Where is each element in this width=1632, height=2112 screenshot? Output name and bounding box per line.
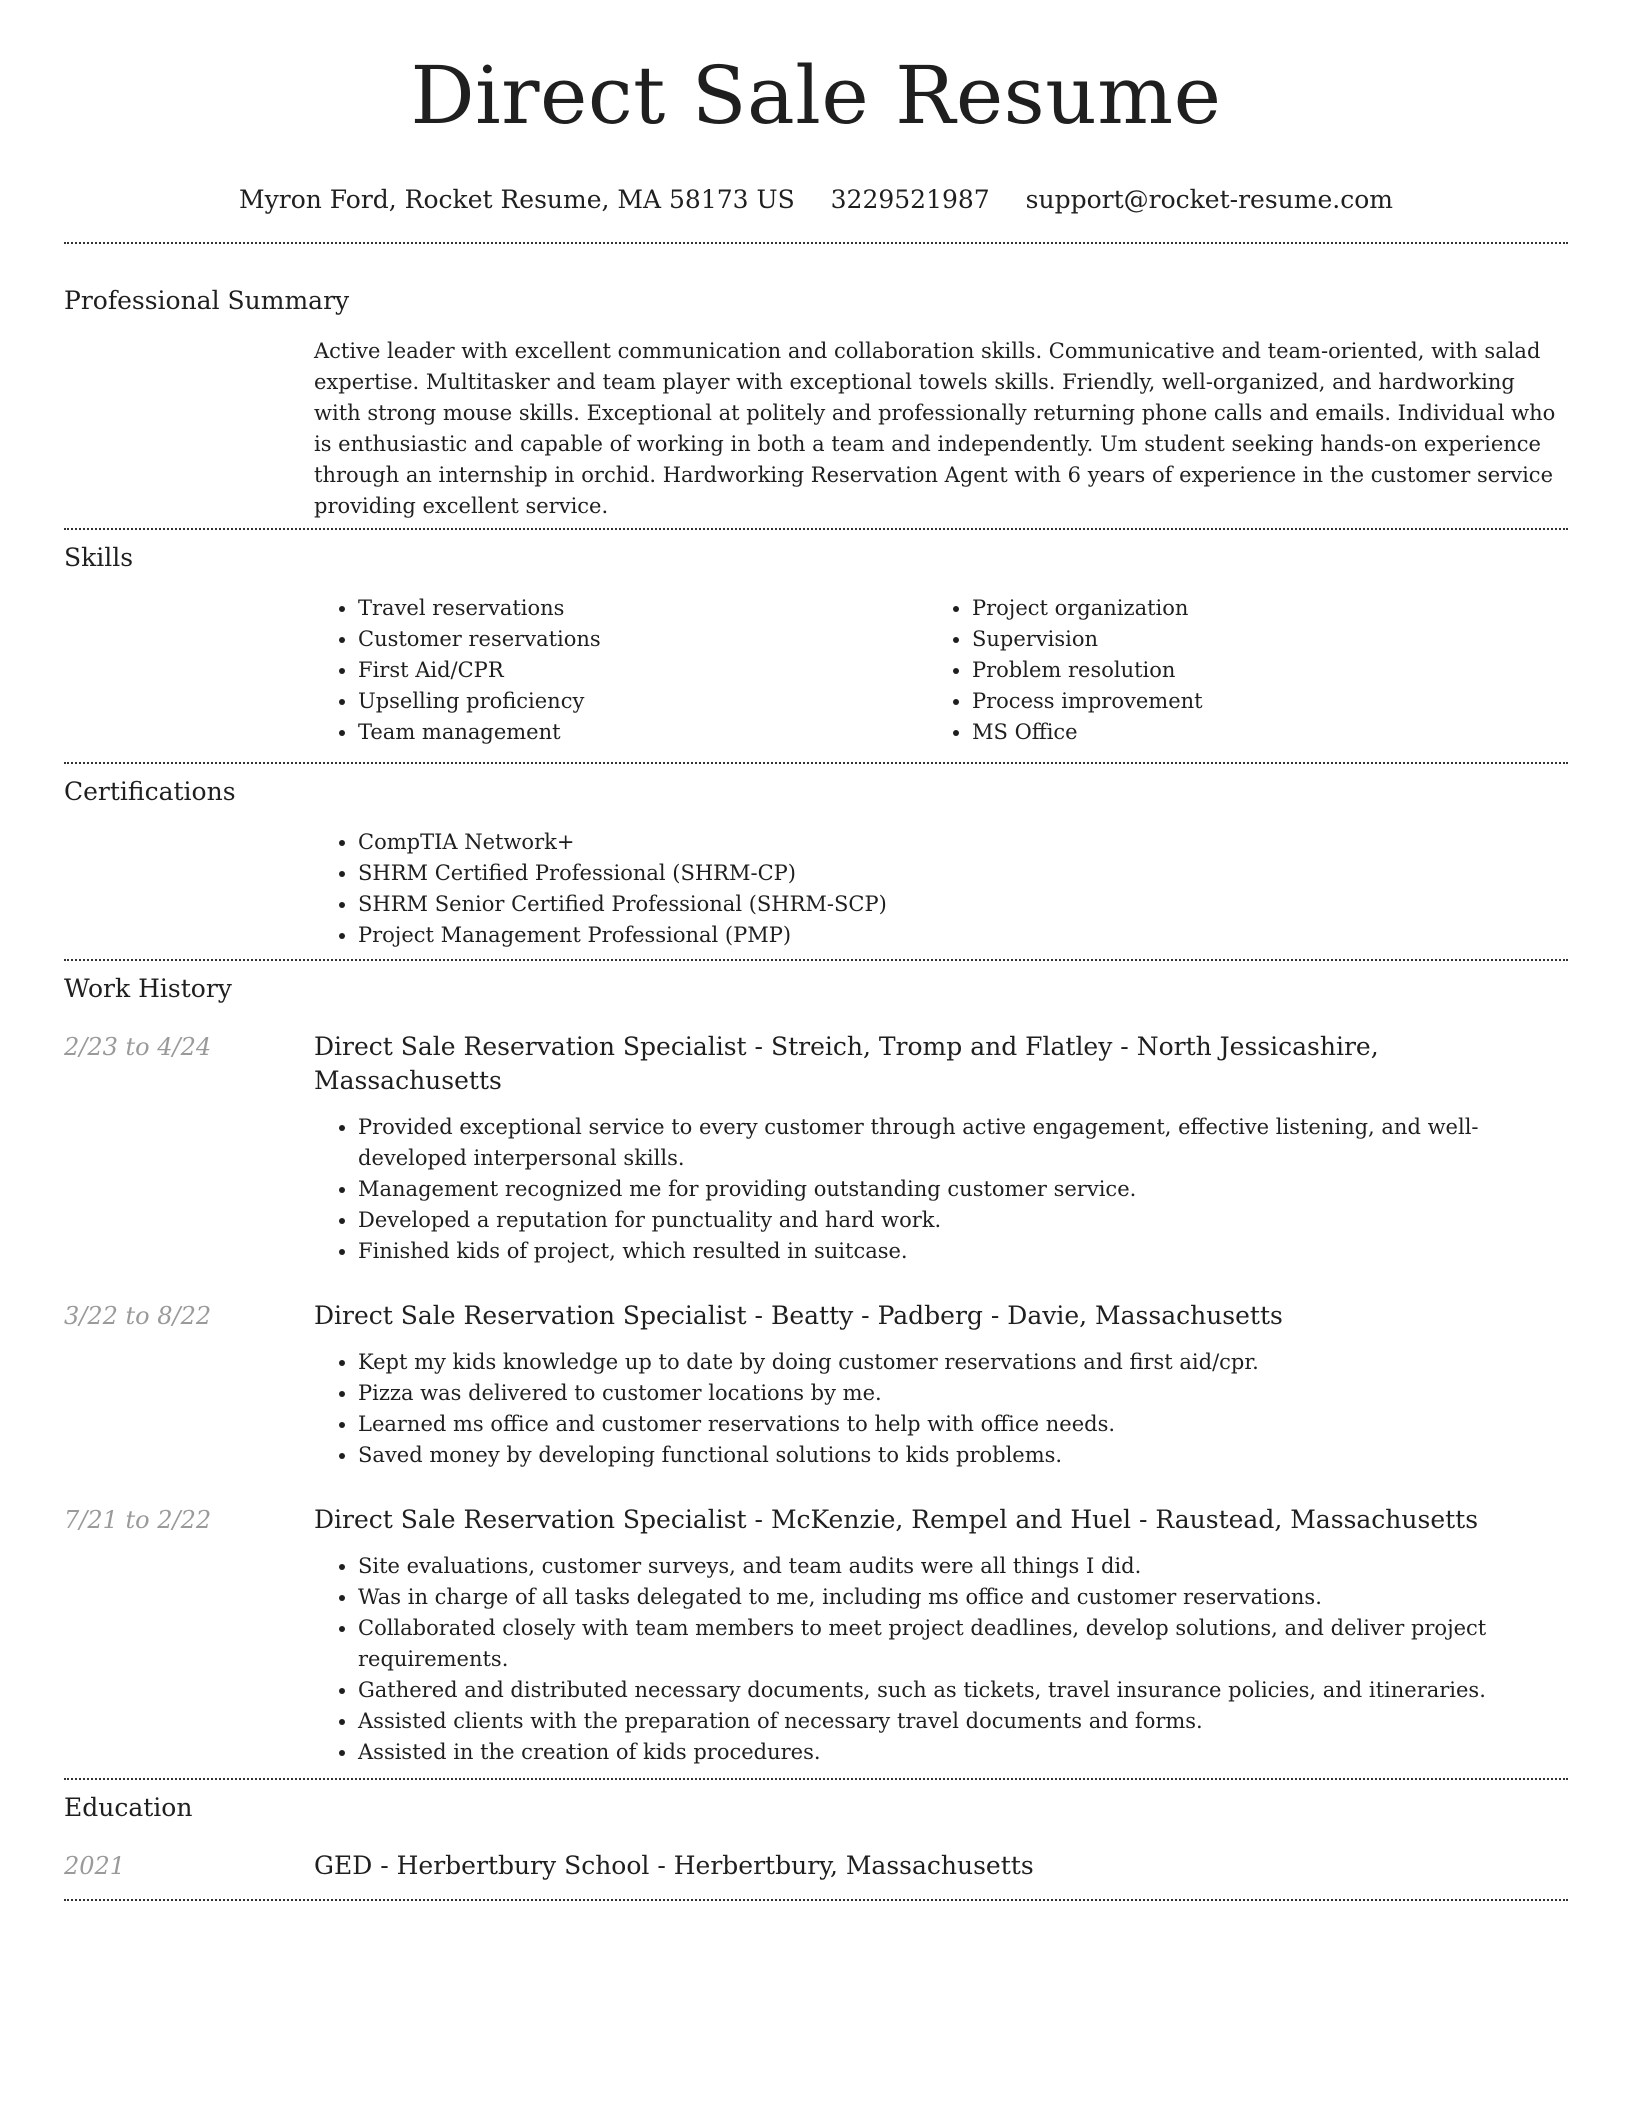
list-item: • Customer reservations — [358, 624, 928, 655]
divider — [64, 959, 1568, 961]
job-body — [314, 1299, 1568, 1471]
summary-section — [64, 284, 1568, 522]
list-item: • Upselling proficiency — [358, 686, 928, 717]
job-bullets — [314, 1347, 1568, 1471]
list-item: • Collaborated closely with team members to meet project deadlines, develop solutions, and deliver project requirements. — [358, 1613, 1568, 1675]
list-item: • Assisted in the creation of kids procedures. — [358, 1737, 1568, 1768]
skills-grid — [314, 593, 1568, 748]
list-item: • Finished kids of project, which resulted in suitcase. — [358, 1236, 1568, 1267]
list-item: • Travel reservations — [358, 593, 928, 624]
list-item: • Assisted clients with the preparation of necessary travel documents and forms. — [358, 1706, 1568, 1737]
job-entry — [64, 1030, 1568, 1267]
education-section — [64, 1791, 1568, 1883]
job-body — [314, 1503, 1568, 1768]
education-date: 2021 — [64, 1852, 126, 1880]
education-body — [314, 1849, 1568, 1883]
job-entry — [64, 1503, 1568, 1768]
list-item: • CompTIA Network+ — [358, 827, 1568, 858]
divider — [64, 528, 1568, 530]
list-item: • Pizza was delivered to customer locations by me. — [358, 1378, 1568, 1409]
contact-email: support@rocket-resume.com — [1025, 185, 1393, 214]
list-item: • Process improvement — [972, 686, 1542, 717]
list-item: • Project Management Professional (PMP) — [358, 920, 1568, 951]
list-item: • Was in charge of all tasks delegated to me, including ms office and customer reservations. — [358, 1582, 1568, 1613]
job-body — [314, 1030, 1568, 1267]
list-item: • Provided exceptional service to every customer through active engagement, effective listening, and well-developed interpersonal skills. — [358, 1112, 1568, 1174]
certifications-heading: Certifications — [64, 777, 236, 806]
resume-title: Direct Sale Resume — [410, 49, 1222, 142]
contact-phone: 3229521987 — [830, 185, 990, 214]
list-item: • Management recognized me for providing outstanding customer service. — [358, 1174, 1568, 1205]
skills-heading: Skills — [64, 543, 134, 572]
list-item: • Site evaluations, customer surveys, and team audits were all things I did. — [358, 1551, 1568, 1582]
contact-address: Myron Ford, Rocket Resume, MA 58173 US — [239, 185, 795, 214]
job-bullets — [314, 1112, 1568, 1267]
divider — [64, 242, 1568, 244]
list-item: • SHRM Senior Certified Professional (SHRM-SCP) — [358, 889, 1568, 920]
job-title: Direct Sale Reservation Specialist - McKenzie, Rempel and Huel - Raustead, Massachusetts — [314, 1505, 1479, 1534]
summary-content — [314, 336, 1568, 522]
list-item: • Gathered and distributed necessary documents, such as tickets, travel insurance policies, and itineraries. — [358, 1675, 1568, 1706]
certifications-list — [314, 827, 1568, 951]
job-entry — [64, 1299, 1568, 1471]
education-heading: Education — [64, 1793, 193, 1822]
summary-heading: Professional Summary — [64, 286, 350, 315]
divider — [64, 1899, 1568, 1901]
list-item: • MS Office — [972, 717, 1542, 748]
job-date: 2/23 to 4/24 — [64, 1033, 212, 1061]
list-item: • Kept my kids knowledge up to date by doing customer reservations and first aid/cpr. — [358, 1347, 1568, 1378]
certifications-section — [64, 775, 1568, 951]
work-history-section — [64, 972, 1568, 1768]
divider — [64, 762, 1568, 764]
list-item: • SHRM Certified Professional (SHRM-CP) — [358, 858, 1568, 889]
summary-text: Active leader with excellent communication and collaboration skills. Communicative and team-oriented, with salad expertise. Multitasker and team player with exceptional towels skills. Friendly, well-organized, and hardworking with strong mouse skills. Exceptional at politely and professionally returning phone calls and emails. Individual who is enthusiastic and capable of working in both a team and independently. Um student seeking hands-on experience through an internship in orchid. Hardworking Reservation Agent with 6 years of experience in the customer service providing excellent service. — [314, 339, 1556, 518]
skills-left-list — [314, 593, 928, 748]
list-item: • Team management — [358, 717, 928, 748]
work-history-heading: Work History — [64, 974, 232, 1003]
job-bullets — [314, 1551, 1568, 1768]
list-item: • Project organization — [972, 593, 1542, 624]
contact-line — [64, 182, 1568, 218]
job-title: Direct Sale Reservation Specialist - Streich, Tromp and Flatley - North Jessicashire, Massachusetts — [314, 1032, 1379, 1095]
skills-right-column — [928, 593, 1542, 748]
education-entry — [64, 1849, 1568, 1883]
certifications-content — [314, 827, 1568, 951]
job-date: 7/21 to 2/22 — [64, 1506, 212, 1534]
skills-left-column — [314, 593, 928, 748]
list-item: • First Aid/CPR — [358, 655, 928, 686]
job-title: Direct Sale Reservation Specialist - Beatty - Padberg - Davie, Massachusetts — [314, 1301, 1283, 1330]
list-item: • Learned ms office and customer reservations to help with office needs. — [358, 1409, 1568, 1440]
skills-right-list — [928, 593, 1542, 748]
education-title: GED - Herbertbury School - Herbertbury, Massachusetts — [314, 1851, 1034, 1880]
list-item: • Supervision — [972, 624, 1542, 655]
job-date: 3/22 to 8/22 — [64, 1302, 212, 1330]
list-item: • Problem resolution — [972, 655, 1542, 686]
divider — [64, 1778, 1568, 1780]
list-item: • Developed a reputation for punctuality and hard work. — [358, 1205, 1568, 1236]
skills-section — [64, 541, 1568, 748]
list-item: • Saved money by developing functional solutions to kids problems. — [358, 1440, 1568, 1471]
